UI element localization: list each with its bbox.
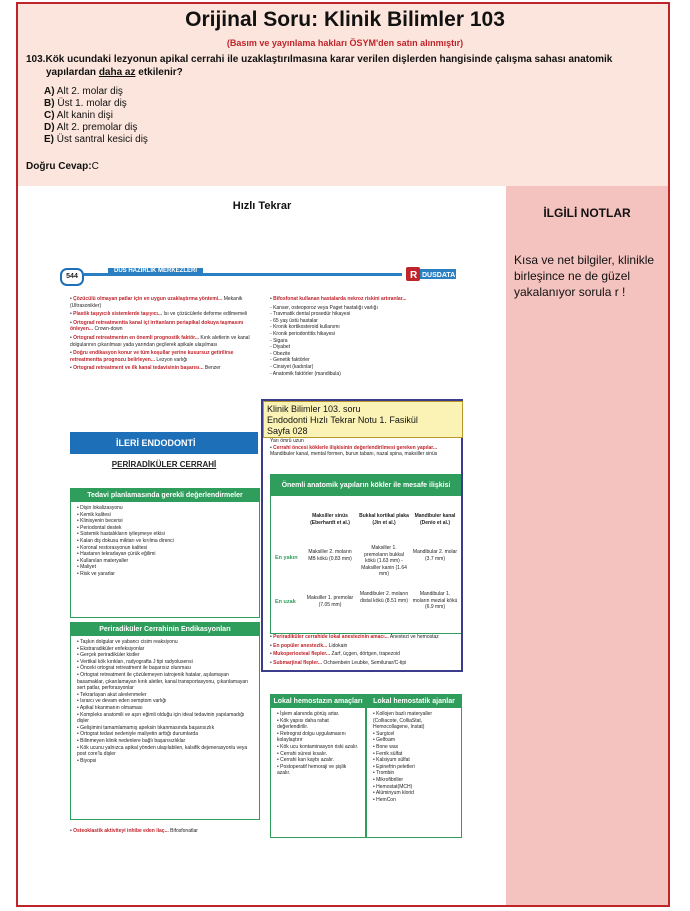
list-item-text: Trombin — [376, 770, 395, 777]
bullet-emphasis: Plastik taşıyıcılı sistemlerde taşıyıcı... — [73, 311, 163, 318]
option-b: B) Üst 1. molar diş — [44, 98, 127, 109]
list-item-text: Kalan diş dokusu miktarı ve kırılma direnci — [80, 537, 174, 544]
option-d: D) Alt 2. premolar diş — [44, 122, 138, 133]
svg-text:DUSDATA: DUSDATA — [422, 272, 456, 279]
list-item-text: Kompleks anatomili ve aşırı eğimli olduğu için ideal tedavinin yapılamadığı dişler — [77, 711, 245, 725]
list-item-text: Cerrahi süresi kısalır. — [280, 750, 328, 757]
list-item: • Kök ucunu yalnızca apikal yönden ulaşılabilen, kalsifik dejenerasyonlu veya post core'lu dişler — [77, 744, 248, 758]
table-cell: Maksiller 1. premolar (7.05 mm) — [306, 595, 354, 608]
list-item-text: HemCon — [376, 796, 396, 803]
list-item: • Hemostat(MCH) — [373, 783, 413, 790]
hemostasis-aims-list — [271, 708, 365, 780]
list-item: • Gelişimini tamamlamamış apeksin tıkanmasında başarısızlık — [77, 724, 215, 731]
list-item-text: Gelişimini tamamlamamış apeksin tıkanmasında başarısızlık — [80, 724, 215, 731]
list-item: • Kollojen bazlı materyaller (Colliacote, ColliaStat, Hemocollagene, Instat) — [373, 711, 432, 731]
option-e: E) Üst santral kesici diş — [44, 134, 148, 145]
callout-line-1: Klinik Bilimler 103. soru — [267, 404, 361, 414]
list-item: • Surgicel — [373, 730, 395, 737]
row-label-nearest: En yakın — [275, 555, 298, 561]
bullet-text: Anestezi ve hemostaz — [388, 634, 439, 640]
option-a: A) Alt 2. molar diş — [44, 86, 123, 97]
list-item: • Sistemik hastalıkların iyileşmeye etkisi — [77, 531, 165, 538]
svg-text:R: R — [410, 270, 418, 281]
section-subtitle: PERİRADİKÜLER CERRAHİ — [111, 460, 217, 469]
list-item: • Dişin lokalizasyonu — [77, 505, 123, 511]
list-item-text: Epinefrin peletleri — [376, 763, 415, 770]
highlight-frame — [261, 399, 463, 672]
bullet-text: Zarf, üçgen, dörtgen, trapezoid — [330, 651, 400, 658]
list-item-text: Koronal restorasyonun kalitesi — [80, 544, 148, 551]
answer-label: Doğru Cevap: — [26, 161, 92, 172]
list-item-text: Kök yapısı daha rahat değerlendirilir. — [277, 717, 329, 731]
list-item-text: Ortograt tedavi nedeniyle maliyetin arttığı durumlarda — [80, 731, 198, 738]
list-item: - Genetik faktörler — [270, 357, 310, 364]
col1-bullet: • Doğru endikasyon konur ve tüm koşullar yerine kusursuz getirilirse retreatmentta prognozu belirleyen... Lezyon varlığı — [70, 350, 234, 363]
list-item-text: Dişin lokalizasyonu — [80, 505, 123, 511]
col2-after-bullet: • En popüler anestezik... Lidokain — [270, 642, 348, 649]
list-item-text: Kronik kortikosteroid kullanımı — [273, 324, 340, 331]
table-cell: Maksiller 1. premoların bukkal kökü (1.63 mm) - Maksiller kanin (1.64 mm) — [361, 545, 407, 578]
bullet-emphasis: Çözücülü olmayan patlar için en uygun uzaklaştırma yöntemi... — [73, 296, 223, 302]
list-item: • Kök ucu kontaminasyon riski azalır. — [277, 743, 359, 750]
list-item-text: Gerçek periradiküler kistler — [80, 652, 140, 659]
list-item-text: Biyopsi — [80, 757, 97, 764]
list-item: • Klinisyenin becerisi — [77, 518, 123, 525]
list-item-text: Ferrik sülfat — [376, 750, 403, 757]
list-item-text: Vertikal kök kırıkları, radyografta J tipi radyolusensi — [80, 658, 193, 665]
list-item-text: Bone wax — [376, 743, 399, 750]
list-item-text: Kalsiyum sülfat — [376, 757, 410, 764]
hemostasis-agents-heading: Lokal hemostatik ajanlar — [367, 695, 461, 708]
list-item-text: 65 yaş üstü hastalar — [273, 317, 318, 324]
risk-list — [270, 305, 460, 378]
list-item-text: Kanser, osteoporoz veya Paget hastalığı varlığı — [273, 304, 378, 311]
bullet-text: Mekanik (Ultrasonikler) — [70, 296, 243, 309]
notes-text: Kısa ve net bilgiler, klinikle birleşince ne de güzel yakalanıyor sorula r ! — [514, 253, 655, 299]
reference-callout — [263, 401, 463, 438]
list-item: • Israrcı ve devam eden semptom varlığı — [77, 698, 167, 705]
col1-bullet: • Ortograd retreatmentta kanal içi irritanların periapikal dokuya taşmasını önleyen... Crown-down — [70, 319, 244, 333]
col2-after-bullet: • Submarjinal flepler... Ochsenbein Leubke, Semilunar/C-tipi — [270, 659, 407, 666]
planning-box — [70, 488, 260, 618]
answer-options — [44, 86, 148, 146]
hemostasis-aims-heading: Lokal hemostazın amaçları — [271, 695, 365, 708]
list-item: • Postoperatif hemoraji ve şişlik azalır. — [277, 763, 347, 777]
list-item-text: Kök ucu kontaminasyon riski azalır. — [280, 743, 359, 750]
list-item: - Kronik periodontitis hikayesi — [270, 330, 336, 337]
col1-bullet: • Ortograd retreatmentın en önemli prognostik faktör... Kırık aletlerin ve kanal dolgularının çıkarılması yada yarından geçilerek apikale ulaşılması — [70, 334, 250, 348]
list-item-text: Travmatik dental prosedür hikayesi — [272, 311, 351, 318]
list-item-text: Hemostat(MCH) — [376, 783, 413, 790]
list-item: • Cerrahi süresi kısalır. — [277, 750, 328, 757]
table-cell: Mandibular 1. moların mezial kökü (6.9 mm) — [412, 591, 458, 611]
list-item: • Maliyet — [77, 564, 96, 571]
list-item-text: Kök ucunu yalnızca apikal yönden ulaşılabilen, kalsifik dejenerasyonlu veya post core'lu dişler — [77, 744, 248, 758]
col2-after-bullet: • Mukoperiosteal flepler... Zarf, üçgen, dörtgen, trapezoid — [270, 651, 400, 658]
list-item: • Kompleks anatomili ve aşırı eğimli olduğu için ideal tedavinin yapılamadığı dişler — [77, 711, 245, 725]
list-item: • Kök yapısı daha rahat değerlendirilir. — [277, 717, 329, 731]
col1-footer: • Osteoklastik aktiviteyi inhibe eden ilaç... Bifosfonatlar — [70, 828, 198, 834]
list-item: • Gelfoam — [373, 737, 396, 744]
planning-list — [71, 502, 259, 581]
list-item: - Obezite — [270, 350, 291, 357]
list-item: • Cerrahi kan kaybı azalır. — [277, 757, 335, 764]
list-item: • Koronal restorasyonun kalitesi — [77, 544, 148, 551]
list-item-text: Ortograt retreatment ile çözülemeyen iatrojenik hatalar, aşılamayan basamaklar, çıkarılamayan kırık aletler, kanal transportasyonu, çıkarılamayan sert patlar, perforasyonlar — [77, 671, 248, 692]
page-number: 544 — [60, 268, 84, 286]
page-title: Orijinal Soru: Klinik Bilimler 103 — [185, 8, 505, 31]
list-item-text: Mikrofibriller — [376, 776, 404, 783]
row-label-farthest: En uzak — [275, 599, 296, 605]
callout-line-3: Sayfa 028 — [267, 426, 308, 436]
bullet-text: Isı ve çözücülerle deforme edilmemeli — [162, 311, 248, 318]
list-item: • HemCon — [373, 796, 396, 803]
half-life-note: Yarı ömrü uzun — [270, 438, 304, 444]
list-item: • Kemik kalitesi — [77, 511, 111, 518]
list-item: • Önceki ortograt retreatment ile başarısız olunması — [77, 665, 192, 672]
bullet-emphasis: En popüler anestezik... — [273, 642, 328, 649]
list-item-text: Diyabet — [273, 344, 291, 351]
bullet-text: Kırık aletlerin ve kanal dolgularının çıkarılması yada yarından geçilerek apikale ulaşılması — [70, 334, 250, 348]
table-heading: Önemli anatomik yapıların kökler ile mesafe ilişkisi — [271, 475, 461, 496]
bullet-emphasis: Ortograd retreatment ve ilk kanal tedavisinin başarısı... — [73, 365, 204, 372]
review-heading: Hızlı Tekrar — [232, 200, 292, 212]
list-item: • Kalan diş dokusu miktarı ve kırılma direnci — [77, 537, 174, 544]
list-item-text: Önceki ortograt retreatment ile başarısız olunması — [80, 665, 192, 672]
table-col-2: Bukkal kortikal plaka (Jin et al.) — [359, 513, 409, 526]
table-cell: Mandibuler 2. moların distal kökü (8.51 mm) — [359, 591, 409, 604]
col2-after-bullet: • Periradiküler cerrahide lokal anestezinin amacı... Anestezi ve hemostaz — [270, 634, 439, 640]
hemostasis-aims-box — [270, 694, 366, 838]
bullet-emphasis: Doğru endikasyon konur ve tüm koşullar yerine kusursuz getirilirse retreatmentta prognozu belirleyen... — [70, 350, 234, 363]
table-cell: Mandibular 2. molar (3.7 mm) — [412, 549, 458, 562]
list-item: • Bone wax — [373, 743, 399, 750]
list-item-text: Ekstraradiküler enfeksiyonlar — [80, 645, 145, 652]
list-item-text: Obezite — [273, 350, 291, 357]
list-item-text: Israrcı ve devam eden semptom varlığı — [80, 698, 167, 705]
list-item-text: Bilinmeyen klinik nedenlere bağlı başarısızlıklar — [80, 737, 186, 744]
col2-head: • Bifosfonat kullanan hastalarda nekroz riskini artıranlar... — [270, 296, 407, 302]
list-item-text: Gelfoam — [376, 737, 396, 744]
correct-answer — [26, 161, 99, 172]
col1-bullet: • Plastik taşıyıcılı sistemlerde taşıyıcı... Isı ve çözücülerle deforme edilmemeli — [70, 311, 248, 318]
indications-box — [70, 622, 260, 820]
list-item: • Hastanın tekrarlayan çürük eğilimi — [77, 551, 156, 558]
list-item-text: Anatomik faktörler (mandibula) — [272, 370, 341, 377]
question-text — [26, 53, 646, 79]
list-item: • Gerçek periradiküler kistler — [77, 652, 140, 659]
list-item: - Sigara — [270, 337, 288, 344]
bullet-emphasis: Ortograd retreatmentın en önemli prognostik faktör... — [73, 334, 199, 341]
question-line-1: Kök ucundaki lezyonun apikal cerrahi ile uzaklaştırılmasına karar verilen dişlerden hangisinde çalışma sahası anatomik — [45, 54, 613, 65]
table-col-3: Mandibuler kanal (Denio et al.) — [414, 513, 456, 526]
section-banner: İLERİ ENDODONTİ — [70, 432, 258, 454]
question-line-2-post: etkilenir? — [135, 67, 183, 78]
book-column-right — [270, 296, 460, 377]
list-item-text: Risk ve yararlar — [80, 570, 115, 577]
copyright-note: (Basım ve yayınlama hakları ÖSYM'den satın alınmıştır) — [226, 38, 464, 48]
hemostasis-agents-list — [367, 708, 461, 806]
list-item-text: Cinsiyet (kadınlar) — [273, 363, 314, 370]
list-item: • Alüminyum klorid — [373, 790, 414, 797]
list-item: • Ortograt tedavi nedeniyle maliyetin arttığı durumlarda — [77, 731, 198, 738]
list-item: • Retrograt dolgu uygulamasını kolaylaştırır — [277, 730, 346, 744]
book-column-left — [70, 296, 260, 374]
bullet-text: Lidokain — [327, 642, 348, 649]
list-item-text: Maliyet — [80, 564, 96, 571]
list-item-text: Cerrahi kan kaybı azalır. — [280, 757, 335, 764]
list-item: - Kronik kortikosteroid kullanımı — [270, 324, 340, 331]
list-item: • Ekstraradiküler enfeksiyonlar — [77, 645, 145, 652]
question-emphasis: daha az — [98, 67, 136, 78]
indications-heading: Periradiküler Cerrahinin Endikasyonları — [71, 623, 259, 636]
list-item-text: Kronik periodontitis hikayesi — [273, 330, 336, 337]
list-item-text: Periodontal destek — [80, 524, 122, 531]
list-item: • Vertikal kök kırıkları, radyografta J tipi radyolusensi — [77, 658, 193, 665]
list-item: • Periodontal destek — [77, 524, 122, 531]
list-item: - 65 yaş üstü hastalar — [270, 317, 318, 324]
list-item-text: Retrograt dolgu uygulamasını kolaylaştırır — [277, 730, 346, 744]
notes-heading: İLGİLİ NOTLAR — [543, 206, 631, 220]
publisher-logo — [406, 266, 458, 282]
bullet-text: Crown-down — [93, 326, 123, 333]
publisher-name: DUS HAZIRLIK MERKEZLERİ — [108, 268, 203, 275]
list-item: • Taşkın dolgular ve yabancı cisim reaksiyonu — [77, 639, 178, 645]
list-item-text: Kullanılan materyaller — [80, 557, 129, 564]
list-item: • Risk ve yararlar — [77, 570, 115, 577]
question-number: 103. — [26, 54, 46, 65]
col1-bullet: • Çözücülü olmayan patlar için en uygun uzaklaştırma yöntemi... Mekanik (Ultrasonikler) — [70, 296, 243, 309]
list-item: • İşlem alanında görüş artar. — [277, 711, 340, 717]
list-item-text: Postoperatif hemoraji ve şişlik azalır. — [277, 763, 347, 777]
bullet-text: Lezyon varlığı — [155, 356, 188, 363]
list-item: - Anatomik faktörler (mandibula) — [270, 370, 341, 377]
list-item: - Cinsiyet (kadınlar) — [270, 363, 314, 370]
bullet-text: Benzer — [203, 365, 221, 372]
list-item-text: Taşkın dolgular ve yabancı cisim reaksiyonu — [80, 639, 178, 645]
list-item: • Biyopsi — [77, 757, 97, 764]
list-item-text: Hastanın tekrarlayan çürük eğilimi — [80, 551, 156, 558]
list-item: • Bilinmeyen klinik nedenlere bağlı başarısızlıklar — [77, 737, 186, 744]
list-item: • Tekrarlayan akut alevlenmeler — [77, 691, 147, 698]
list-item-text: Klinisyenin becerisi — [80, 518, 123, 525]
answer-value: C — [91, 161, 99, 172]
list-item-text: Alüminyum klorid — [375, 790, 414, 797]
bullet-emphasis: Mukoperiosteal flepler... — [273, 651, 331, 658]
list-item-text: Apikal tıkanmanın olmaması — [79, 704, 143, 711]
callout-line-2: Endodonti Hızlı Tekrar Notu 1. Fasikül — [267, 415, 418, 425]
list-item: • Epinefrin peletleri — [373, 763, 415, 770]
bullet-emphasis: Ortograd retreatmentta kanal içi irritanların periapikal dokuya taşmasını önleyen... — [70, 319, 244, 333]
table-cell: Maksiller 2. moların MB kökü (0.83 mm) — [308, 549, 352, 562]
bullet-emphasis: Periradiküler cerrahide lokal anestezinin amacı... — [273, 634, 389, 640]
list-item-text: Genetik faktörler — [273, 357, 310, 364]
list-item: • Ferrik sülfat — [373, 750, 403, 757]
list-item-text: Sigara — [273, 337, 288, 344]
planning-heading: Tedavi planlamasında gerekli değerlendirmeler — [71, 489, 259, 502]
list-item: - Kanser, osteoporoz veya Paget hastalığı varlığı — [270, 304, 378, 311]
list-item-text: Kemik kalitesi — [80, 511, 111, 518]
list-item-text: İşlem alanında görüş artar. — [280, 711, 340, 717]
list-item-text: Kollojen bazlı materyaller (Colliacote, ColliaStat, Hemocollagene, Instat) — [373, 711, 432, 731]
col1-bullet: • Ortograd retreatment ve ilk kanal tedavisinin başarısı... Benzer — [70, 365, 221, 372]
list-item: • Kullanılan materyaller — [77, 557, 129, 564]
indications-list — [71, 636, 259, 767]
list-item: - Diyabet — [270, 344, 291, 351]
list-item-text: Sistemik hastalıkların iyileşmeye etkisi — [80, 531, 165, 538]
list-item: - Travmatik dental prosedür hikayesi — [270, 311, 351, 318]
list-item: • Ortograt retreatment ile çözülemeyen iatrojenik hatalar, aşılamayan basamaklar, çıkarılamayan kırık aletler, kanal transportasyonu, çıkarılamayan sert patlar, perforasyonlar — [77, 671, 248, 692]
structures-bullet: • Cerrahi öncesi köklerle ilişkisinin değerlendirilmesi gereken yapılar... Mandibuler kanal, mental formen, burun tabanı, nazal spina, maksiller sinüs — [270, 444, 438, 458]
table-col-1: Maksiller sinüs (Eberhardt et al.) — [310, 513, 350, 526]
list-item: • Kalsiyum sülfat — [373, 757, 410, 764]
list-item: • Trombin — [373, 770, 395, 777]
list-item: • Apikal tıkanmanın olmaması — [77, 704, 143, 711]
hemostasis-agents-box — [366, 694, 462, 838]
question-line-2-pre: yapılardan — [46, 67, 99, 78]
list-item: • Mikrofibriller — [373, 776, 404, 783]
bullet-text: Ochsenbein Leubke, Semilunar/C-tipi — [322, 659, 407, 666]
list-item-text: Tekrarlayan akut alevlenmeler — [80, 691, 147, 698]
bullet-emphasis: Submarjinal flepler... — [273, 659, 323, 666]
list-item-text: Surgicel — [376, 730, 395, 737]
option-c: C) Alt kanin dişi — [44, 110, 113, 121]
